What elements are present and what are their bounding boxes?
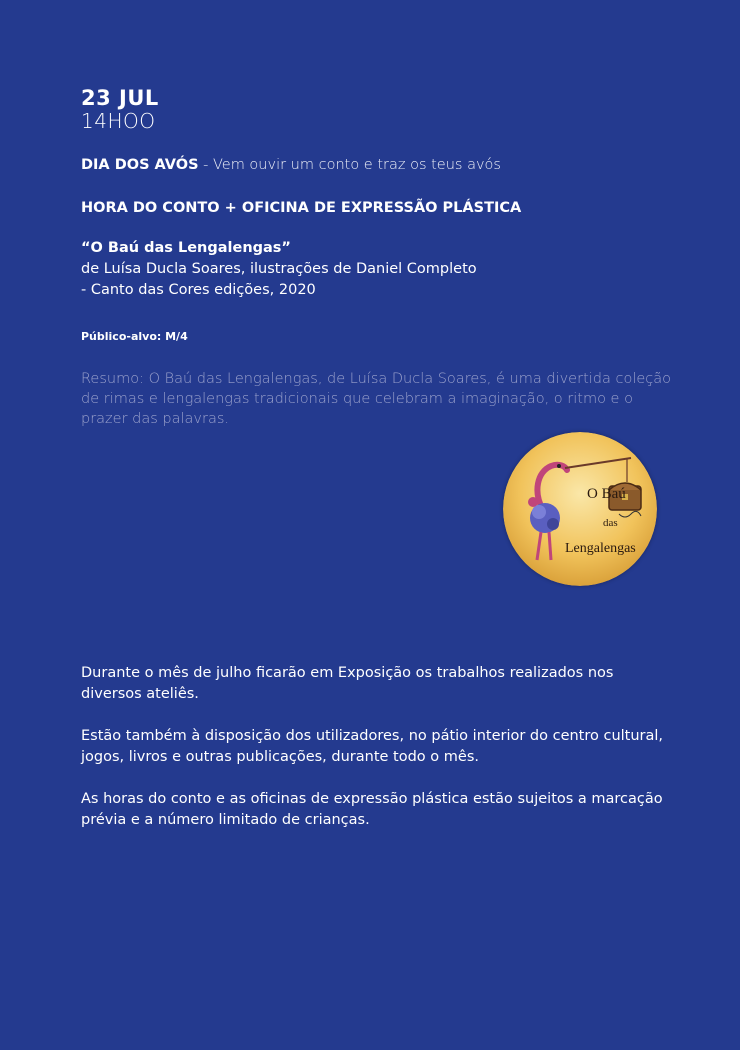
event-theme xyxy=(81,155,501,175)
book-cover-image xyxy=(503,432,657,586)
general-info xyxy=(81,663,671,852)
book-summary: Resumo: O Baú das Lengalengas, de Luísa Ducla Soares, é uma divertida coleção de rimas e lengalengas tradicionais que celebram a imaginação, o ritmo e o prazer das palavras. xyxy=(81,371,671,427)
bird-feather-shape-2 xyxy=(547,518,559,530)
event-date: 23 JUL xyxy=(81,86,159,110)
book-cover-illustration xyxy=(503,432,657,586)
event-time: 14HOO xyxy=(81,109,156,133)
bird-feather-shape xyxy=(532,505,546,519)
info-paragraph-games: Estão também à disposição dos utilizadores, no pátio interior do centro cultural, jogos, livros e outras publicações, durante todo o mês. xyxy=(81,728,664,765)
cover-text-bottom: Lengalengas xyxy=(565,541,636,556)
book-authors: de Luísa Ducla Soares, ilustrações de Daniel Completo xyxy=(81,261,477,277)
book-title: “O Baú das Lengalengas” xyxy=(81,240,291,256)
bird-eye-shape xyxy=(557,464,561,468)
activity-heading: HORA DO CONTO + OFICINA DE EXPRESSÃO PLÁSTICA xyxy=(81,200,522,216)
target-audience: Público-alvo: M/4 xyxy=(81,330,188,343)
book-publisher: - Canto das Cores edições, 2020 xyxy=(81,282,316,298)
book-info xyxy=(81,238,477,301)
event-theme-description: - Vem ouvir um conto e traz os teus avós xyxy=(198,157,501,173)
event-theme-title: DIA DOS AVÓS xyxy=(81,157,199,173)
cover-text-top: O Baú xyxy=(587,486,626,502)
bird-wing-shape xyxy=(528,497,538,507)
bird-leg-shape-2 xyxy=(549,532,551,560)
info-paragraph-exhibition: Durante o mês de julho ficarão em Exposição os trabalhos realizados nos diversos ateliês. xyxy=(81,665,614,702)
info-paragraph-booking: As horas do conto e as oficinas de expressão plástica estão sujeitos a marcação prévia e a número limitado de crianças. xyxy=(81,791,663,828)
cover-text-mid: das xyxy=(603,517,618,529)
